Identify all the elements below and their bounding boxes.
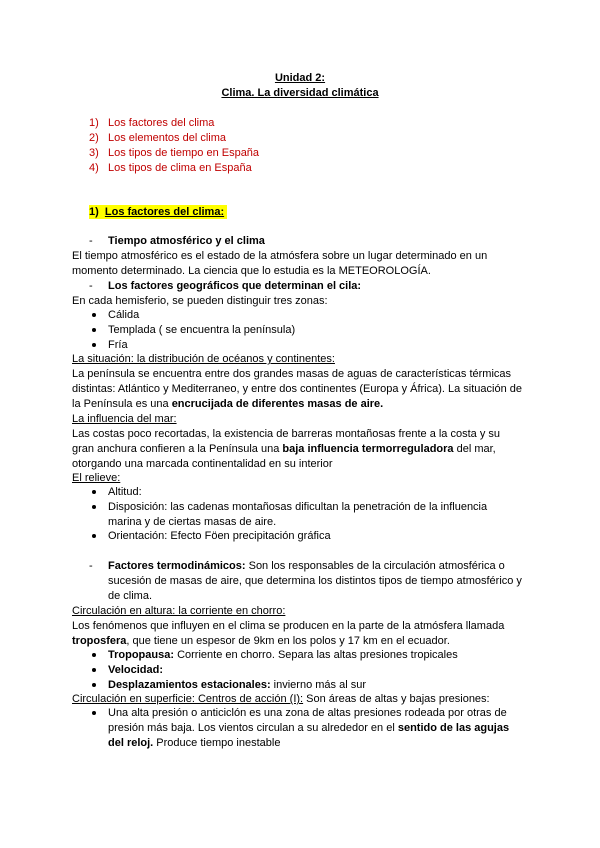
subheading-text: Circulación en superficie: Centros de acción (I): bbox=[72, 693, 304, 705]
dash-marker: - bbox=[89, 280, 93, 292]
list-item-continuation: marina y de ciertas masas de aire. bbox=[108, 516, 277, 528]
list-item bbox=[108, 663, 163, 677]
section-title: Los factores del clima: bbox=[104, 206, 225, 218]
emphasis-text: encrucijada de diferentes masas de aire. bbox=[171, 398, 384, 410]
list-item: Cálida bbox=[108, 309, 140, 321]
list-item: Fría bbox=[108, 339, 128, 351]
bullet-dot bbox=[92, 313, 96, 317]
toc-number: 3) bbox=[89, 147, 99, 159]
list-item-continuation bbox=[108, 736, 280, 750]
subheading-tiempo: Tiempo atmosférico y el clima bbox=[108, 235, 265, 247]
paragraph-line bbox=[72, 634, 450, 648]
text-run: gran anchura confieren a la Península una bbox=[72, 443, 283, 455]
paragraph-line: de clima. bbox=[108, 590, 153, 602]
emphasis-text: Tropopausa: bbox=[108, 649, 175, 661]
text-run: , que tiene un espesor de 9km en los polos y 17 km en el ecuador. bbox=[126, 635, 450, 647]
bullet-dot bbox=[92, 505, 96, 509]
list-item: Una alta presión o anticiclón es una zona de altas presiones rodeada por otras de bbox=[108, 707, 507, 719]
paragraph-line: momento determinado. La ciencia que lo estudia es la METEOROLOGÍA. bbox=[72, 265, 431, 277]
emphasis-text: Velocidad: bbox=[108, 664, 164, 676]
text-run: Son los responsables de la circulación atmosférica o bbox=[245, 560, 505, 572]
toc-item: Los elementos del clima bbox=[108, 132, 227, 144]
list-item bbox=[108, 678, 366, 692]
dash-marker: - bbox=[89, 560, 93, 572]
bullet-dot bbox=[92, 683, 96, 687]
list-item-continuation bbox=[108, 721, 509, 735]
text-run: Son áreas de altas y bajas presiones: bbox=[303, 693, 490, 705]
text-run: Corriente en chorro. Separa las altas presiones tropicales bbox=[174, 649, 458, 661]
bullet-dot bbox=[92, 328, 96, 332]
toc-item: Los tipos de clima en España bbox=[108, 162, 252, 174]
text-run: presión más baja. Los vientos circulan a su alrededor en el bbox=[108, 722, 398, 734]
page-title: Clima. La diversidad climática bbox=[221, 87, 379, 99]
list-item: Templada ( se encuentra la península) bbox=[108, 324, 296, 336]
paragraph-line: sucesión de masas de aire, que determina los distintos tipos de tiempo atmosférico y bbox=[108, 575, 522, 587]
subheading-relieve: El relieve: bbox=[72, 472, 121, 484]
emphasis-text: Desplazamientos estacionales: bbox=[108, 679, 271, 691]
paragraph-line: El tiempo atmosférico es el estado de la atmósfera sobre un lugar determinado en un bbox=[72, 250, 488, 262]
subheading-altura: Circulación en altura: la corriente en chorro: bbox=[72, 605, 286, 617]
bullet-dot bbox=[92, 711, 96, 715]
text-run: del mar, bbox=[453, 443, 496, 455]
emphasis-text: baja influencia termorreguladora bbox=[282, 443, 454, 455]
bullet-dot bbox=[92, 534, 96, 538]
subheading-geograficos: Los factores geográficos que determinan el cila: bbox=[108, 280, 362, 292]
subheading-superficie bbox=[72, 692, 490, 706]
emphasis-text: del reloj. bbox=[108, 737, 154, 749]
emphasis-text: Factores termodinámicos: bbox=[108, 560, 246, 572]
section-heading bbox=[89, 205, 227, 219]
paragraph-line bbox=[72, 442, 496, 456]
dash-marker: - bbox=[89, 235, 93, 247]
list-item: Orientación: Efecto Föen precipitación gráfica bbox=[108, 530, 331, 542]
toc-number: 4) bbox=[89, 162, 99, 174]
bullet-dot bbox=[92, 343, 96, 347]
paragraph-line: otorgando una marcada continentalidad en su interior bbox=[72, 458, 333, 470]
text-run: la Península es una bbox=[72, 398, 172, 410]
bullet-dot bbox=[92, 490, 96, 494]
toc-item: Los tipos de tiempo en España bbox=[108, 147, 260, 159]
list-item bbox=[108, 648, 458, 662]
section-number: 1) bbox=[89, 206, 99, 218]
toc-number: 1) bbox=[89, 117, 99, 129]
subheading-situacion: La situación: la distribución de océanos y continentes: bbox=[72, 353, 335, 365]
subheading-mar: La influencia del mar: bbox=[72, 413, 177, 425]
list-item: Altitud: bbox=[108, 486, 142, 498]
paragraph-line: distintas: Atlántico y Mediterraneo, y entre dos continentes (Europa y África). La situación de bbox=[72, 383, 523, 395]
bullet-dot bbox=[92, 653, 96, 657]
paragraph-line bbox=[72, 397, 383, 411]
list-item: Disposición: las cadenas montañosas dificultan la penetración de la influencia bbox=[108, 501, 488, 513]
text-run: invierno más al sur bbox=[270, 679, 366, 691]
emphasis-text: sentido de las agujas bbox=[397, 722, 510, 734]
paragraph-line: En cada hemisferio, se pueden distinguir tres zonas: bbox=[72, 295, 328, 307]
paragraph-line: Las costas poco recortadas, la existencia de barreras montañosas frente a la costa y su bbox=[72, 428, 501, 440]
toc-number: 2) bbox=[89, 132, 99, 144]
paragraph-line: La península se encuentra entre dos grandes masas de aguas de características térmicas bbox=[72, 368, 512, 380]
emphasis-text: troposfera bbox=[72, 635, 127, 647]
bullet-dot bbox=[92, 668, 96, 672]
unit-label: Unidad 2: bbox=[274, 72, 326, 84]
text-run: Produce tiempo inestable bbox=[153, 737, 281, 749]
toc-item: Los factores del clima bbox=[108, 117, 215, 129]
paragraph-line bbox=[108, 559, 505, 573]
paragraph-line: Los fenómenos que influyen en el clima se producen en la parte de la atmósfera llamada bbox=[72, 620, 505, 632]
